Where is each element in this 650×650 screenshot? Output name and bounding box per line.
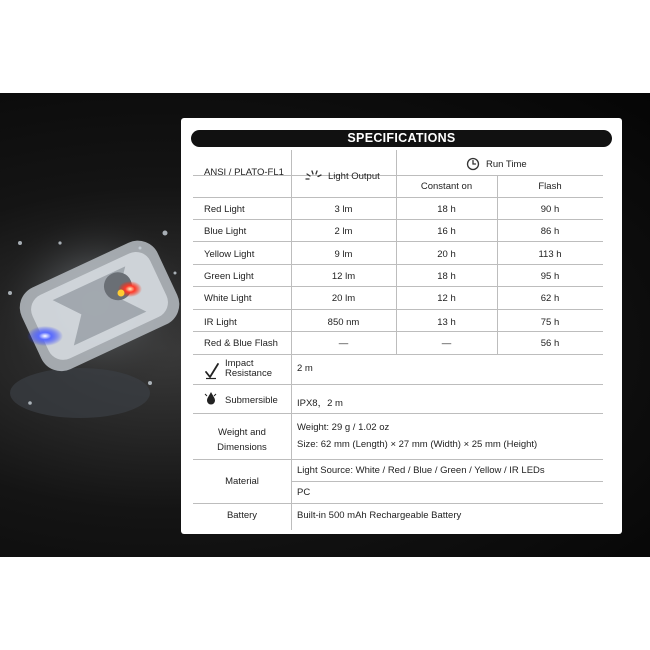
row-constant: — xyxy=(441,338,452,349)
impact-label-line2: Resistance xyxy=(225,368,272,379)
row-output: 850 nm xyxy=(327,317,360,328)
row-constant: 18 h xyxy=(437,204,456,215)
specifications-title: SPECIFICATIONS xyxy=(191,130,612,147)
body-material-value: PC xyxy=(297,487,311,498)
grid-line xyxy=(193,264,603,265)
grid-line xyxy=(193,354,603,355)
light-source-value: Light Source: White / Red / Blue / Green / Yellow / IR LEDs xyxy=(297,465,545,476)
battery-value: Built-in 500 mAh Rechargeable Battery xyxy=(297,510,462,521)
row-constant: 18 h xyxy=(437,271,456,282)
row-flash: 62 h xyxy=(540,293,560,304)
row-label: Yellow Light xyxy=(204,249,255,260)
constant-on-label: Constant on xyxy=(420,181,473,192)
row-flash: 95 h xyxy=(540,271,560,282)
grid-line xyxy=(193,413,603,414)
row-flash: 56 h xyxy=(540,338,560,349)
grid-line xyxy=(193,459,603,460)
row-constant: 12 h xyxy=(437,293,456,304)
weight-value: Weight: 29 g / 1.02 oz xyxy=(297,422,390,433)
impact-label xyxy=(225,359,272,379)
row-flash: 113 h xyxy=(538,249,562,260)
grid-line xyxy=(193,197,603,198)
row-flash: 86 h xyxy=(540,226,560,237)
row-flash: 90 h xyxy=(540,204,560,215)
row-label: IR Light xyxy=(204,317,237,328)
weight-label-line2: Dimensions xyxy=(217,442,267,453)
battery-label: Battery xyxy=(226,510,258,521)
row-constant: 20 h xyxy=(437,249,456,260)
row-output: — xyxy=(338,338,349,349)
clock-icon xyxy=(466,157,480,171)
material-label: Material xyxy=(225,476,259,487)
impact-check-icon xyxy=(204,362,220,380)
grid-line xyxy=(193,384,603,385)
row-output: 12 lm xyxy=(331,271,356,282)
light-output-label: Light Output xyxy=(328,171,380,182)
row-constant: 13 h xyxy=(437,317,456,328)
grid-line xyxy=(193,503,603,504)
row-output: 2 lm xyxy=(334,226,353,237)
row-constant: 16 h xyxy=(437,226,456,237)
flash-label: Flash xyxy=(538,181,562,192)
submersible-value: IPX8，2 m xyxy=(297,398,343,409)
grid-line xyxy=(193,219,603,220)
row-output: 9 lm xyxy=(334,249,353,260)
row-label: Red Light xyxy=(204,204,245,215)
row-label: Blue Light xyxy=(204,226,247,237)
size-value: Size: 62 mm (Length) × 27 mm (Width) × 25 mm (Height) xyxy=(297,439,538,450)
grid-line xyxy=(193,286,603,287)
grid-line xyxy=(193,331,603,332)
row-output: 3 lm xyxy=(334,204,353,215)
grid-line xyxy=(291,481,603,482)
run-time-label: Run Time xyxy=(486,159,527,170)
water-drop-icon xyxy=(204,391,218,405)
product-image xyxy=(0,93,200,557)
row-output: 20 lm xyxy=(331,293,356,304)
row-label: White Light xyxy=(204,293,252,304)
impact-value: 2 m xyxy=(297,363,313,374)
light-burst-icon xyxy=(303,169,323,183)
submersible-label: Submersible xyxy=(225,395,278,406)
grid-line xyxy=(193,241,603,242)
impact-label-line1: Impact xyxy=(225,358,254,369)
weight-label-line1: Weight and xyxy=(218,427,266,438)
row-label: Green Light xyxy=(204,271,254,282)
weight-label xyxy=(193,425,291,455)
row-label: Red & Blue Flash xyxy=(204,338,278,349)
model-label: ANSI / PLATO-FL1 xyxy=(204,167,284,178)
row-flash: 75 h xyxy=(540,317,560,328)
grid-line xyxy=(193,309,603,310)
